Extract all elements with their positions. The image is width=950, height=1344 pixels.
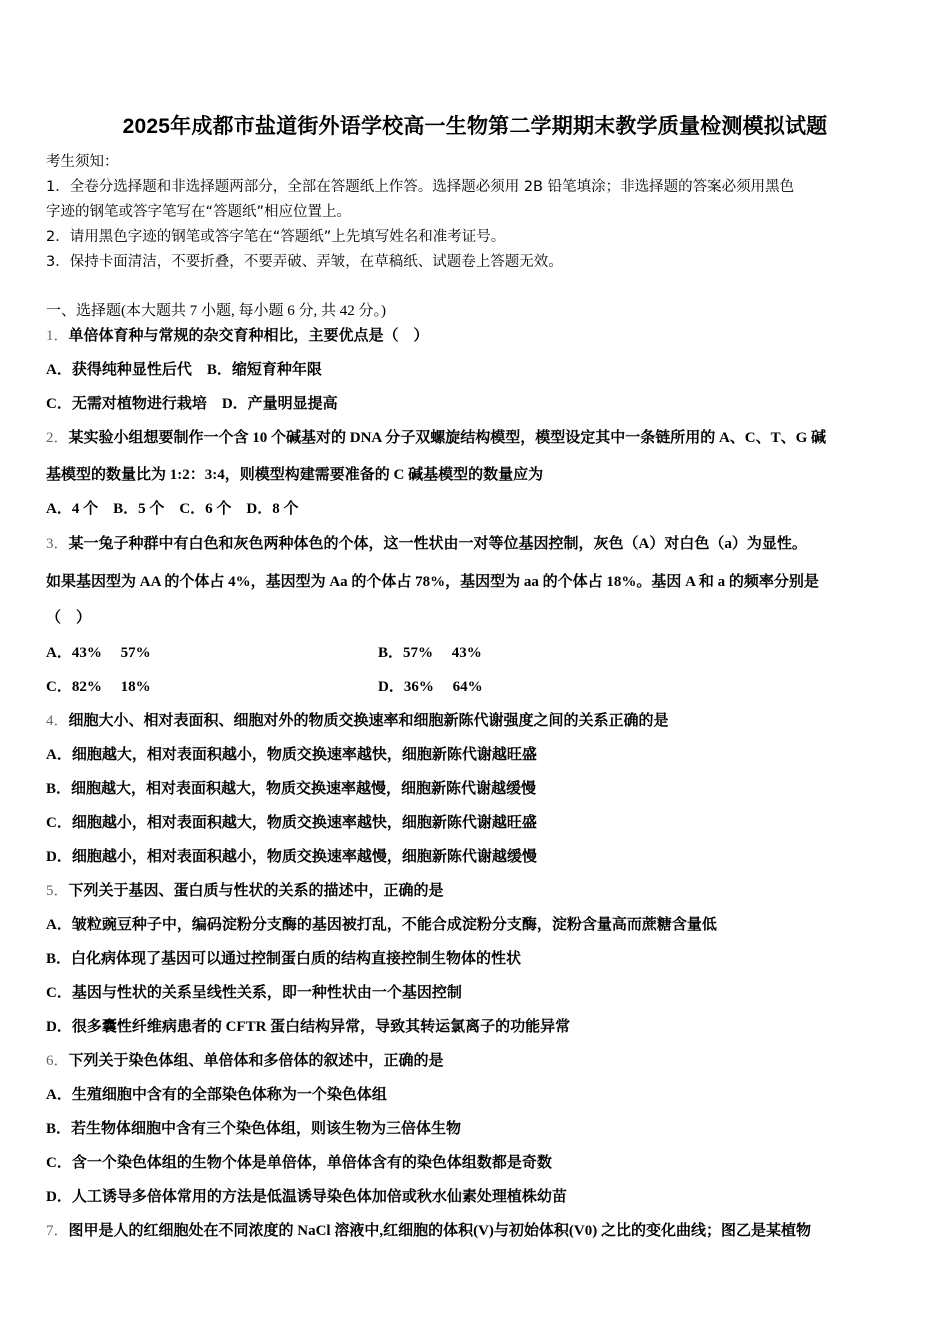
question-4-option-b: B．细胞越大，相对表面积越大，物质交换速率越慢，细胞新陈代谢越缓慢 — [46, 781, 537, 797]
question-1 — [46, 326, 429, 346]
page-title: 2025年成都市盐道街外语学校高一生物第二学期期末教学质量检测模拟试题 — [122, 115, 828, 138]
question-5-option-b: B．白化病体现了基因可以通过控制蛋白质的结构直接控制生物体的性状 — [46, 951, 522, 967]
question-3-option-d: D．36% 64% — [378, 679, 483, 695]
question-3-option-c: C．82% 18% — [46, 679, 151, 695]
question-number: 3． — [46, 536, 69, 552]
notice-heading: 考生须知： — [46, 154, 119, 170]
question-3-text-continued: 如果基因型为 AA 的个体占 4%，基因型为 Aa 的个体占 78%，基因型为 aa 的个体占 18%。基因 A 和 a 的频率分别是 — [46, 574, 819, 590]
question-2-options: A．4 个 B．5 个 C．6 个 D．8 个 — [46, 501, 299, 517]
question-text: 某一兔子种群中有白色和灰色两种体色的个体，这一性状由一对等位基因控制，灰色（A）对白色（a）为显性。 — [68, 536, 807, 552]
question-text: 某实验小组想要制作一个含 10 个碱基对的 DNA 分子双螺旋结构模型，模型设定其中一条链所用的 A、C、T、G 碱 — [68, 430, 827, 446]
question-6-option-b: B．若生物体细胞中含有三个染色体组，则该生物为三倍体生物 — [46, 1121, 462, 1137]
question-number: 7． — [46, 1223, 69, 1239]
notice-item: 3．保持卡面清洁，不要折叠，不要弄破、弄皱，在草稿纸、试题卷上答题无效。 — [46, 254, 563, 270]
notice-item: 字迹的钢笔或答字笔写在“答题纸”相应位置上。 — [46, 204, 352, 220]
question-text: 单倍体育种与常规的杂交育种相比，主要优点是（ ） — [68, 328, 429, 344]
question-6-option-a: A．生殖细胞中含有的全部染色体称为一个染色体组 — [46, 1087, 387, 1103]
question-text: 细胞大小、相对表面积、细胞对外的物质交换速率和细胞新陈代谢强度之间的关系正确的是 — [68, 713, 669, 729]
question-number: 2． — [46, 430, 69, 446]
question-text: 下列关于染色体组、单倍体和多倍体的叙述中，正确的是 — [68, 1053, 444, 1069]
question-number: 5． — [46, 883, 69, 899]
question-text: 图甲是人的红细胞处在不同浓度的 NaCl 溶液中,红细胞的体积(V)与初始体积(V0) 之比的变化曲线；图乙是某植物 — [68, 1223, 811, 1239]
question-3-option-b: B．57% 43% — [378, 645, 482, 661]
question-1-options-row-2: C．无需对植物进行栽培 D．产量明显提高 — [46, 396, 338, 412]
question-5-option-a: A．皱粒豌豆种子中，编码淀粉分支酶的基因被打乱，不能合成淀粉分支酶，淀粉含量高而蔗糖含量低 — [46, 917, 717, 933]
question-number: 6． — [46, 1053, 69, 1069]
question-number: 1． — [46, 328, 69, 344]
question-1-options-row-1: A．获得纯种显性后代 B．缩短育种年限 — [46, 362, 322, 378]
question-2 — [46, 428, 826, 448]
question-3 — [46, 534, 807, 554]
question-2-text-continued: 基模型的数量比为 1:2：3:4，则模型构建需要准备的 C 碱基模型的数量应为 — [46, 467, 544, 483]
question-5-option-c: C．基因与性状的关系呈线性关系，即一种性状由一个基因控制 — [46, 985, 462, 1001]
question-3-answer-blank: （ ） — [46, 610, 92, 626]
question-7 — [46, 1221, 811, 1241]
question-5-option-d: D．很多囊性纤维病患者的 CFTR 蛋白结构异常，导致其转运氯离子的功能异常 — [46, 1019, 571, 1035]
question-number: 4． — [46, 713, 69, 729]
question-6 — [46, 1051, 444, 1071]
question-4-option-d: D．细胞越小，相对表面积越小，物质交换速率越慢，细胞新陈代谢越缓慢 — [46, 849, 537, 865]
notice-item: 2．请用黑色字迹的钢笔或答字笔在“答题纸”上先填写姓名和准考证号。 — [46, 229, 506, 245]
question-3-option-a: A．43% 57% — [46, 645, 151, 661]
question-4 — [46, 711, 669, 731]
notice-item: 1．全卷分选择题和非选择题两部分，全部在答题纸上作答。选择题必须用 2B 铅笔填涂；非选择题的答案必须用黑色 — [46, 179, 795, 195]
question-6-option-c: C．含一个染色体组的生物个体是单倍体，单倍体含有的染色体组数都是奇数 — [46, 1155, 552, 1171]
question-4-option-c: C．细胞越小，相对表面积越大，物质交换速率越快，细胞新陈代谢越旺盛 — [46, 815, 537, 831]
question-6-option-d: D．人工诱导多倍体常用的方法是低温诱导染色体加倍或秋水仙素处理植株幼苗 — [46, 1189, 567, 1205]
question-4-option-a: A．细胞越大，相对表面积越小，物质交换速率越快，细胞新陈代谢越旺盛 — [46, 747, 537, 763]
section-heading: 一、选择题(本大题共 7 小题, 每小题 6 分, 共 42 分。) — [46, 303, 386, 319]
question-text: 下列关于基因、蛋白质与性状的关系的描述中，正确的是 — [68, 883, 444, 899]
question-5 — [46, 881, 444, 901]
